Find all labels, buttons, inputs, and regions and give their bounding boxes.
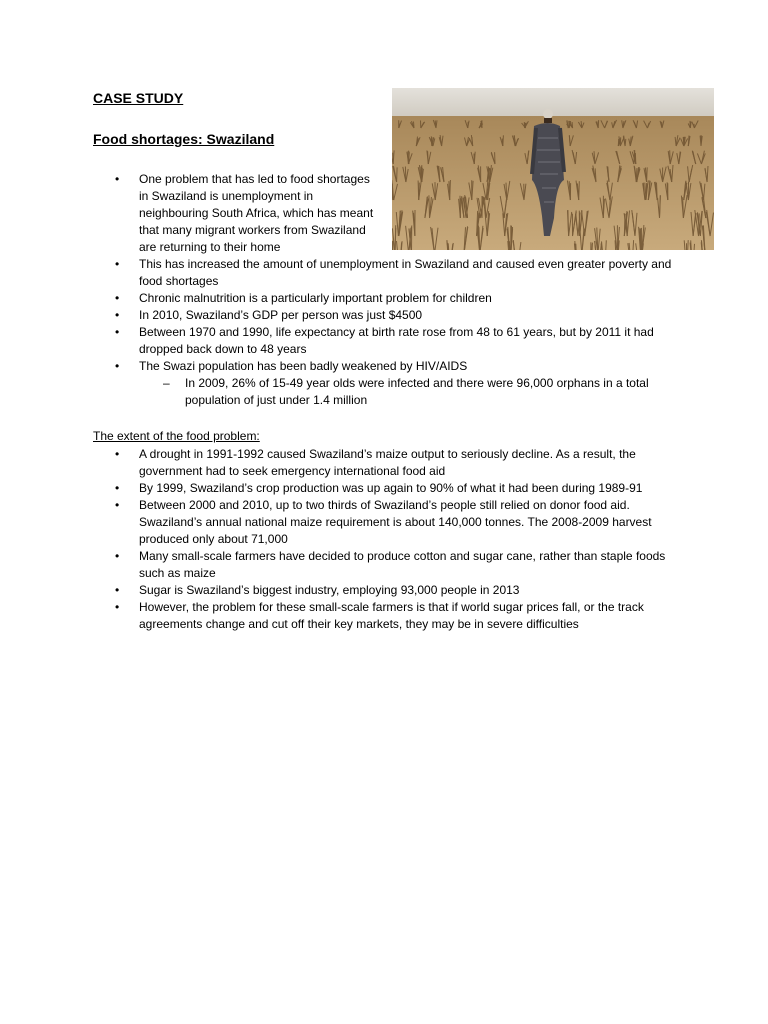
sub-bullet-list [139, 375, 693, 409]
page-title: CASE STUDY [93, 90, 184, 106]
list-item: • Between 1970 and 1990, life expectancy at birth rate rose from 48 to 61 years, but by 2011 it had dropped back down to 48 years [93, 324, 693, 358]
bullet-list-main [93, 171, 693, 409]
list-item: • One problem that has led to food shortages in Swaziland is unemployment in neighbouring South Africa, which has meant that many migrant workers from Swaziland are returning to their home [93, 171, 379, 256]
page-subtitle: Food shortages: Swaziland [93, 131, 275, 147]
crop-stalk [503, 135, 504, 146]
list-item: • Chronic malnutrition is a particularly important problem for children [93, 290, 693, 307]
list-item: • Between 2000 and 2010, up to two thirds of Swaziland’s people still relied on donor food aid. Swaziland’s annual national maize requirement is about 140,000 tonnes. The 2008-2009 harvest produced only about 71,000 [93, 497, 693, 548]
list-item-text: The Swazi population has been badly weakened by HIV/AIDS [139, 359, 468, 373]
list-item: • By 1999, Swaziland’s crop production was up again to 90% of what it had been during 1989-91 [93, 480, 693, 497]
bullet-list-extent [93, 446, 693, 633]
section-heading: The extent of the food problem: [93, 429, 260, 443]
list-item: • A drought in 1991-1992 caused Swaziland’s maize output to seriously decline. As a result, the government had to seek emergency international food aid [93, 446, 693, 480]
list-item: • This has increased the amount of unemployment in Swaziland and caused even greater poverty and food shortages [93, 256, 693, 290]
list-item: • In 2010, Swaziland’s GDP per person was just $4500 [93, 307, 693, 324]
crop-stalk [683, 137, 684, 146]
list-item [93, 358, 693, 409]
list-item: • Sugar is Swaziland’s biggest industry, employing 93,000 people in 2013 [93, 582, 693, 599]
list-item: • Many small-scale farmers have decided to produce cotton and sugar cane, rather than staple foods such as maize [93, 548, 693, 582]
sub-list-item: – In 2009, 26% of 15-49 year olds were infected and there were 96,000 orphans in a total population of just under 1.4 million [139, 375, 693, 409]
crop-stalk [393, 153, 394, 164]
list-item: • However, the problem for these small-scale farmers is that if world sugar prices fall, or the track agreements change and cut off their key markets, they may be in severe difficulties [93, 599, 693, 633]
crop-stalk [688, 136, 689, 147]
crop-stalk [414, 122, 415, 129]
